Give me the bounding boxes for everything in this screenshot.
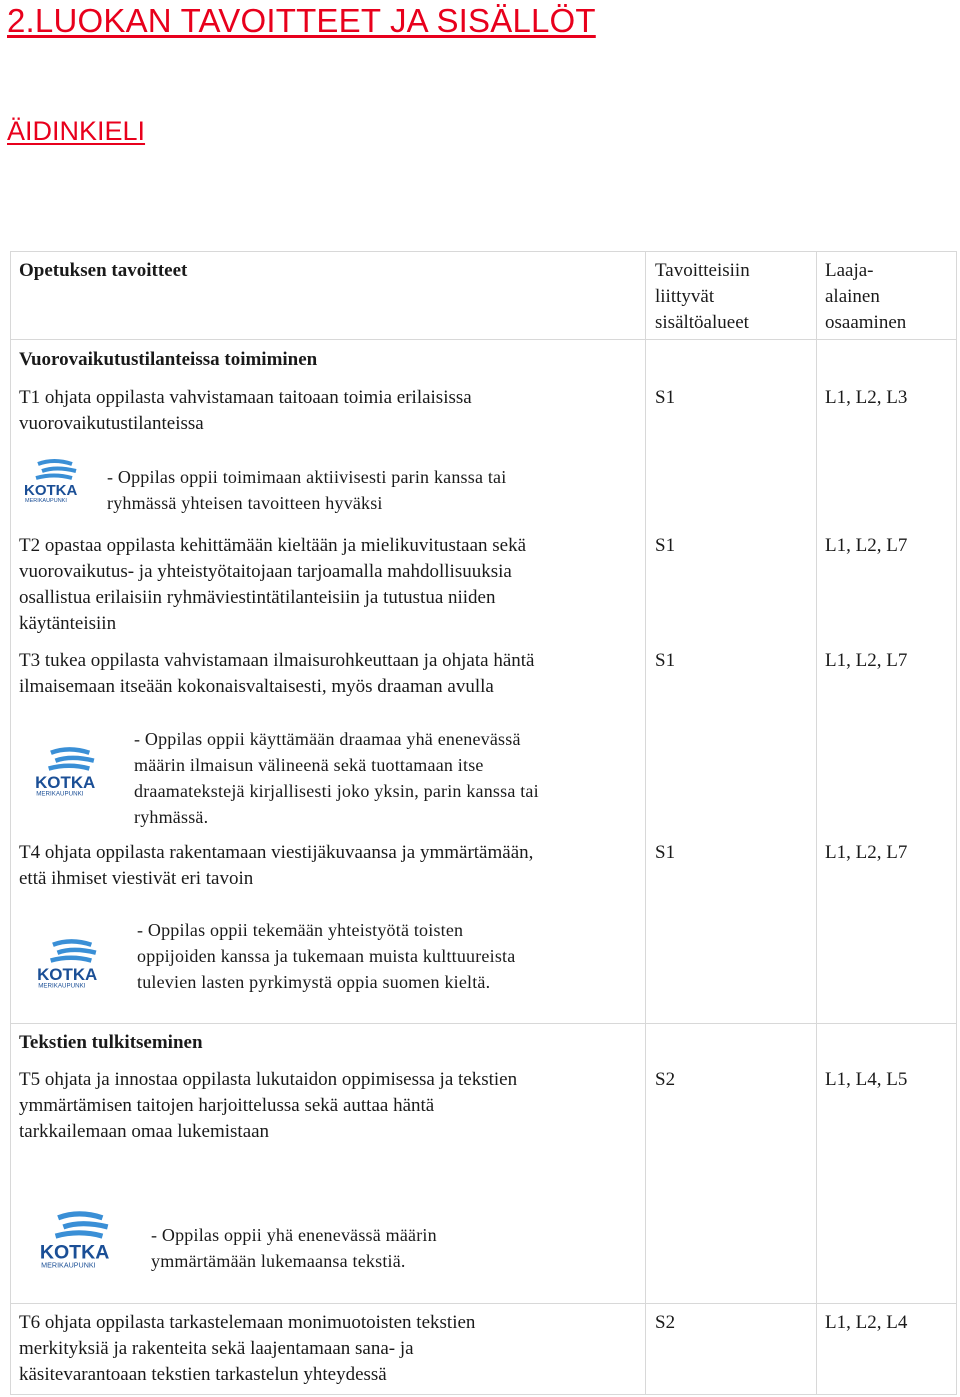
logo-tagline: MERIKAUPUNKI [25,498,67,504]
goal-t5: T5 ohjata ja innostaa oppilasta lukutaidon oppimisessa ja tekstien ymmärtämisen taitojen harjoittelussa sekä auttaa häntä tarkkailemaan omaa lukemistaan [19,1069,518,1142]
table-border-left [10,251,11,1395]
activity-4: - Oppilas oppii yhä enenevässä määrin ymmärtämään lukemaansa tekstiä. [151,1225,437,1271]
logo-name: KOTKA [39,1241,110,1264]
kotka-logo-icon [30,746,108,798]
goal-t3: T3 tukea oppilasta vahvistamaan ilmaisurohkeuttaan ja ohjata häntä ilmaisemaan itseään kokonaisvaltaisesti, myös draaman avulla [19,650,535,697]
goal-t1-content-area: S1 [655,387,676,408]
section-title-texts: Tekstien tulkitseminen [19,1032,203,1053]
activity-3: - Oppilas oppii tekemään yhteistyötä toisten oppijoiden kanssa ja tukemaan muista kulttuureista tulevien lasten pyrkimystä oppia suomen kieltä. [137,920,516,992]
kotka-logo-icon [22,458,86,504]
logo-name: KOTKA [35,772,96,792]
goal-t5-content-area: S2 [655,1069,676,1090]
table-row-divider [10,339,957,340]
kotka-logo-icon [32,938,110,990]
table-row-divider [10,1023,957,1024]
kotka-logo [22,458,102,518]
table-border-bottom [10,1394,957,1395]
goal-t2-content-area: S1 [655,535,676,556]
table-border-right [956,251,957,1395]
header-goals: Opetuksen tavoitteet [19,260,188,281]
activity-1: - Oppilas oppii toimimaan aktiivisesti parin kanssa tai ryhmässä yhteisen tavoitteen hyväksi [107,467,507,513]
header-content-areas: Tavoitteisiin liittyvät sisältöalueet [655,260,750,333]
goal-t6: T6 ohjata oppilasta tarkastelemaan monimuotoisten tekstien merkityksiä ja rakenteita sekä laajentamaan sana- ja käsitevarantoaan tekstien tarkastelun yhteydessä [19,1312,476,1385]
goal-t2-competence: L1, L2, L7 [825,535,908,556]
goal-t3-content-area: S1 [655,650,676,671]
table-row-divider [10,1303,957,1304]
goal-t4-content-area: S1 [655,842,676,863]
logo-name: KOTKA [37,964,98,984]
page-title: 2.LUOKAN TAVOITTEET JA SISÄLLÖT [7,2,596,39]
goal-t2: T2 opastaa oppilasta kehittämään kieltään ja mielikuvitustaan sekä vuorovaikutus- ja yhteistyötaitojaan tarjoamalla mahdollisuuksia osallistua erilaisiin ryhmäviestintätilanteisiin ja tutustua niiden käytänteisiin [19,535,527,634]
goal-t3-competence: L1, L2, L7 [825,650,908,671]
kotka-logo-icon [36,1210,122,1270]
header-competence: Laaja- alainen osaaminen [825,260,907,333]
table-border-top [10,251,957,252]
section-title-interaction: Vuorovaikutustilanteissa toimiminen [19,349,318,370]
kotka-logo [36,1210,116,1270]
goal-t1-competence: L1, L2, L3 [825,387,908,408]
logo-tagline: MERIKAUPUNKI [38,982,86,990]
goal-t5-competence: L1, L4, L5 [825,1069,908,1090]
kotka-logo [32,938,112,998]
logo-name: KOTKA [24,482,78,499]
goal-t4-competence: L1, L2, L7 [825,842,908,863]
activity-2: - Oppilas oppii käyttämään draamaa yhä enenevässä määrin ilmaisun välineenä sekä tuottamaan itse draamatekstejä kirjallisesti joko yksin, parin kanssa tai ryhmässä. [134,729,539,827]
logo-tagline: MERIKAUPUNKI [41,1261,96,1270]
goal-t6-competence: L1, L2, L4 [825,1312,908,1333]
table-column-divider [645,251,646,1395]
goal-t1: T1 ohjata oppilasta vahvistamaan taitoaan toimia erilaisissa vuorovaikutustilanteissa [19,387,472,434]
kotka-logo [30,746,110,806]
table-column-divider [816,251,817,1395]
subject-heading: ÄIDINKIELI [7,116,146,146]
goal-t6-content-area: S2 [655,1312,676,1333]
goal-t4: T4 ohjata oppilasta rakentamaan viestijäkuvaansa ja ymmärtämään, että ihmiset viestivät eri tavoin [19,842,534,889]
logo-tagline: MERIKAUPUNKI [36,790,84,798]
